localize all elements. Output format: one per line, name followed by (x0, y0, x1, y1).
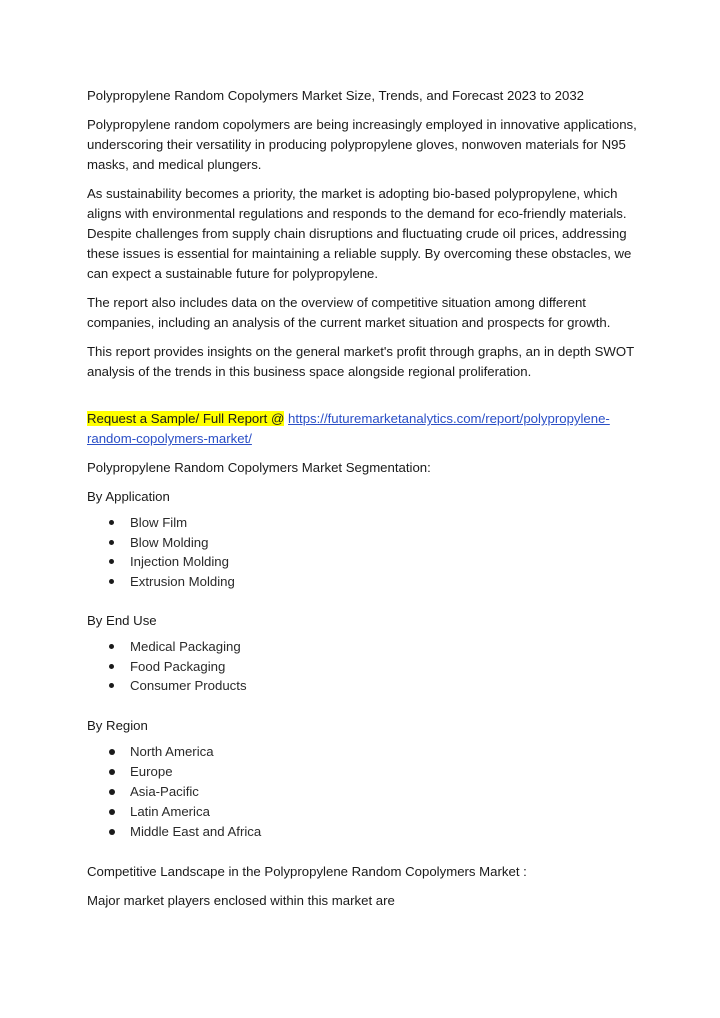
document-page (87, 86, 647, 920)
bullet-icon (109, 829, 115, 835)
bullet-icon (109, 749, 115, 755)
list-item (109, 513, 647, 533)
list-item-label: Consumer Products (130, 678, 247, 693)
list-item-label: Middle East and Africa (130, 823, 262, 839)
request-sample-label: Request a Sample/ Full Report @ (87, 411, 285, 426)
intro-paragraph: Polypropylene random copolymers are being increasingly employed in innovative applications, underscoring their versatility in producing polypropylene gloves, nonwoven materials for N95 masks, and medical plungers. (87, 117, 637, 172)
end-use-list (87, 637, 647, 696)
competitive-landscape-heading: Competitive Landscape in the Polypropylene Random Copolymers Market : (87, 863, 527, 879)
list-item (109, 676, 647, 696)
list-item-label: Medical Packaging (130, 639, 241, 654)
bullet-icon (109, 644, 114, 649)
list-item-label: Europe (130, 763, 173, 779)
sustainability-paragraph: As sustainability becomes a priority, the market is adopting bio-based polypropylene, which aligns with environmental regulations and responds to the demand for eco-friendly materials. Despite challenges from supply chain disruptions and fluctuating crude oil prices, addressing these issues is essential for maintaining a reliable supply. By overcoming these obstacles, we can expect a sustainable future for polypropylene. (87, 186, 632, 281)
bullet-icon (109, 683, 114, 688)
list-item-label: Blow Film (130, 515, 188, 530)
bullet-icon (109, 559, 114, 564)
by-end-use-heading: By End Use (87, 613, 157, 628)
list-item-label: Blow Molding (130, 534, 209, 550)
report-link[interactable]: https://futuremarketanalytics.com/report/polypropylene-random-copolymers-market/ (87, 411, 610, 446)
list-item (109, 782, 647, 802)
bullet-icon (109, 769, 115, 775)
application-list (87, 513, 647, 591)
list-item (109, 552, 647, 572)
competitive-paragraph: The report also includes data on the overview of competitive situation among different companies, including an analysis of the current market situation and prospects for growth. (87, 295, 611, 330)
bullet-icon (109, 809, 115, 815)
bullet-icon (109, 789, 115, 795)
bullet-icon (109, 520, 114, 525)
list-item (109, 762, 647, 782)
list-item-label: Latin America (130, 803, 210, 819)
list-item-label: Asia-Pacific (130, 783, 199, 799)
list-item-label: North America (130, 743, 214, 759)
region-list (87, 742, 647, 842)
list-item (109, 742, 647, 762)
list-item-label: Injection Molding (130, 554, 229, 569)
list-item (109, 802, 647, 822)
list-item (109, 572, 647, 592)
list-item (109, 533, 647, 553)
document-title: Polypropylene Random Copolymers Market Size, Trends, and Forecast 2023 to 2032 (87, 88, 584, 103)
list-item-label: Extrusion Molding (130, 573, 235, 589)
bullet-icon (109, 579, 114, 584)
players-intro: Major market players enclosed within this market are (87, 892, 395, 908)
request-sample-line (87, 409, 647, 449)
bullet-icon (109, 540, 114, 545)
list-item (109, 637, 647, 657)
list-item (109, 822, 647, 842)
segmentation-heading: Polypropylene Random Copolymers Market Segmentation: (87, 460, 431, 475)
list-item (109, 657, 647, 677)
by-region-heading: By Region (87, 717, 148, 733)
bullet-icon (109, 664, 114, 669)
insights-paragraph: This report provides insights on the general market's profit through graphs, an in depth SWOT analysis of the trends in this business space alongside regional proliferation. (87, 344, 634, 379)
by-application-heading: By Application (87, 489, 170, 504)
list-item-label: Food Packaging (130, 658, 226, 674)
